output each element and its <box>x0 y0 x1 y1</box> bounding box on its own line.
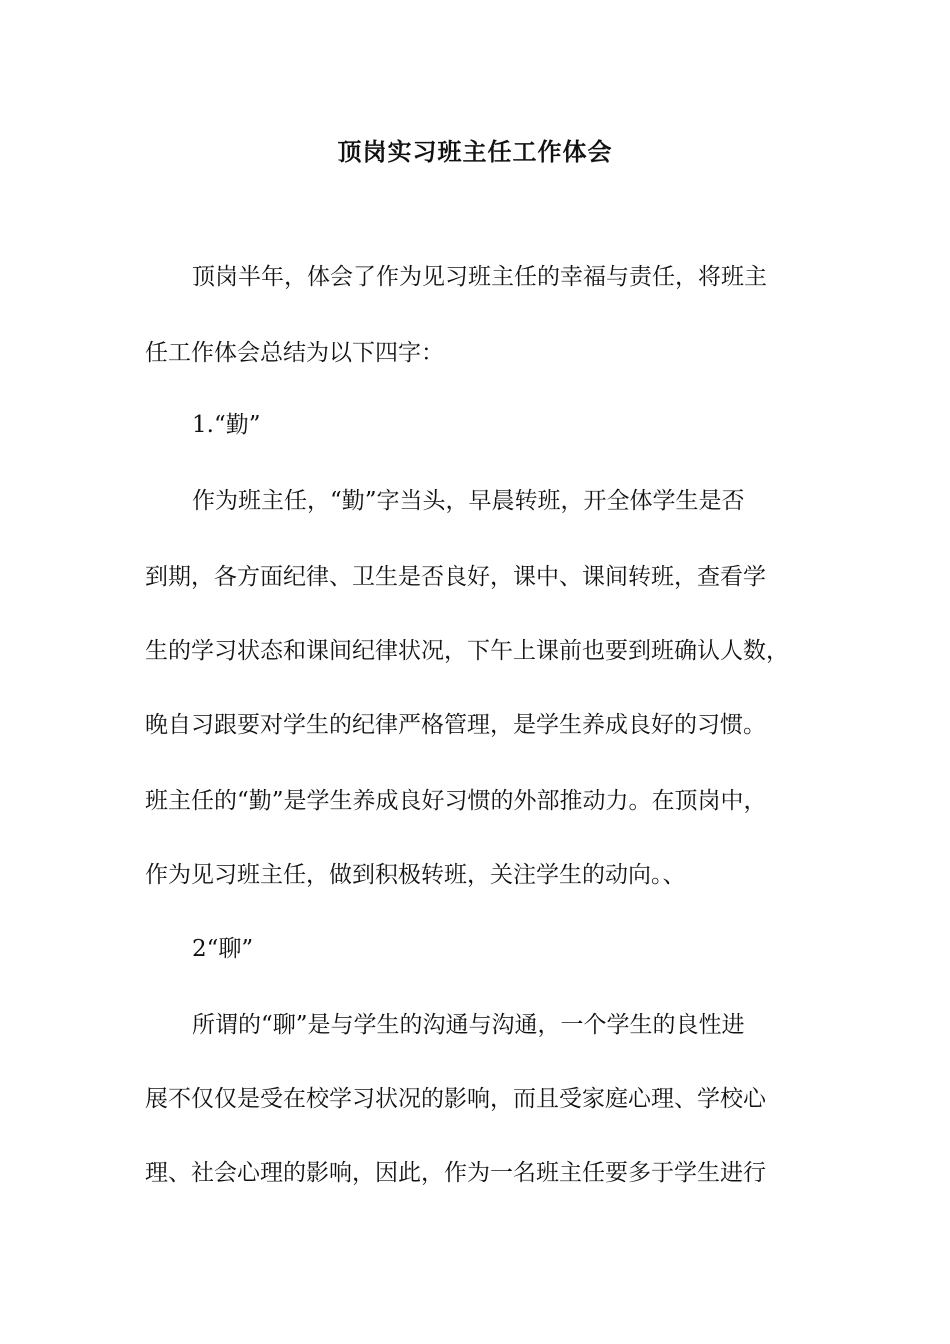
paragraph-line: 生的学习状态和课间纪律状况，下午上课前也要到班确认人数， <box>145 638 789 664</box>
paragraph-line: 作为班主任，“勤”字当头，早晨转班，开全体学生是否 <box>192 488 745 514</box>
section-heading: 2“聊” <box>192 936 254 962</box>
paragraph-line: 班主任的“勤”是学生养成良好习惯的外部推动力。在顶岗中， <box>145 788 767 814</box>
paragraph-line: 所谓的“聊”是与学生的沟通与沟通，一个学生的良性进 <box>192 1012 745 1038</box>
paragraph-line: 展不仅仅是受在校学习状况的影响，而且受家庭心理、学校心 <box>145 1086 766 1112</box>
paragraph-line: 晚自习跟要对学生的纪律严格管理，是学生养成良好的习惯。 <box>145 712 766 738</box>
paragraph-line: 顶岗半年，体会了作为见习班主任的幸福与责任，将班主 <box>192 264 767 290</box>
section-heading: 1.“勤” <box>192 412 261 438</box>
paragraph-line: 作为见习班主任，做到积极转班，关注学生的动向。、 <box>145 862 686 888</box>
document-title: 顶岗实习班主任工作体会 <box>337 138 613 166</box>
paragraph-line: 理、社会心理的影响，因此，作为一名班主任要多于学生进行 <box>145 1160 766 1186</box>
paragraph-line: 到期，各方面纪律、卫生是否良好，课中、课间转班，查看学 <box>145 564 766 590</box>
paragraph-line: 任工作体会总结为以下四字： <box>145 340 444 366</box>
